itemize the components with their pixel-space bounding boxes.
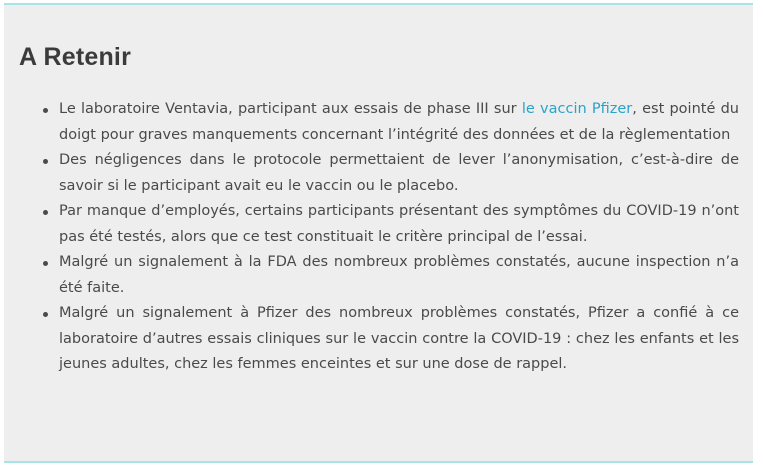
summary-title: A Retenir — [19, 43, 132, 71]
vaccine-pfizer-link[interactable]: le vaccin Pfizer — [521, 101, 633, 117]
list-item-text: , est pointé du doigt pour graves manquements concernant l’intégrité des données et de la règlementation — [59, 101, 740, 143]
list-item-text: Des négligences dans le protocole permettaient de lever l’anonymisation, c’est-à-dire de savoir si le participant avait eu le vaccin ou le placebo. — [59, 152, 739, 194]
summary-box — [4, 3, 753, 463]
list-item — [59, 199, 739, 250]
list-item-text: Le laboratoire Ventavia, participant aux essais de phase III sur — [59, 101, 522, 117]
list-item — [59, 148, 739, 199]
list-item — [59, 97, 739, 148]
list-item — [59, 301, 739, 378]
list-item-text: Par manque d’employés, certains participants présentant des symptômes du COVID-19 n’ont pas été testés, alors que ce test constituait le critère principal de l’essai. — [59, 203, 739, 245]
list-item-text: Malgré un signalement à la FDA des nombreux problèmes constatés, aucune inspection n’a été faite. — [59, 254, 739, 296]
list-item-text: Malgré un signalement à Pfizer des nombreux problèmes constatés, Pfizer a confié à ce laboratoire d’autres essais cliniques sur le vaccin contre la COVID-19 : chez les enfants et les jeunes adultes, chez les femmes enceintes et sur une dose de rappel. — [59, 305, 739, 372]
summary-list — [59, 97, 739, 378]
list-item — [59, 250, 739, 301]
